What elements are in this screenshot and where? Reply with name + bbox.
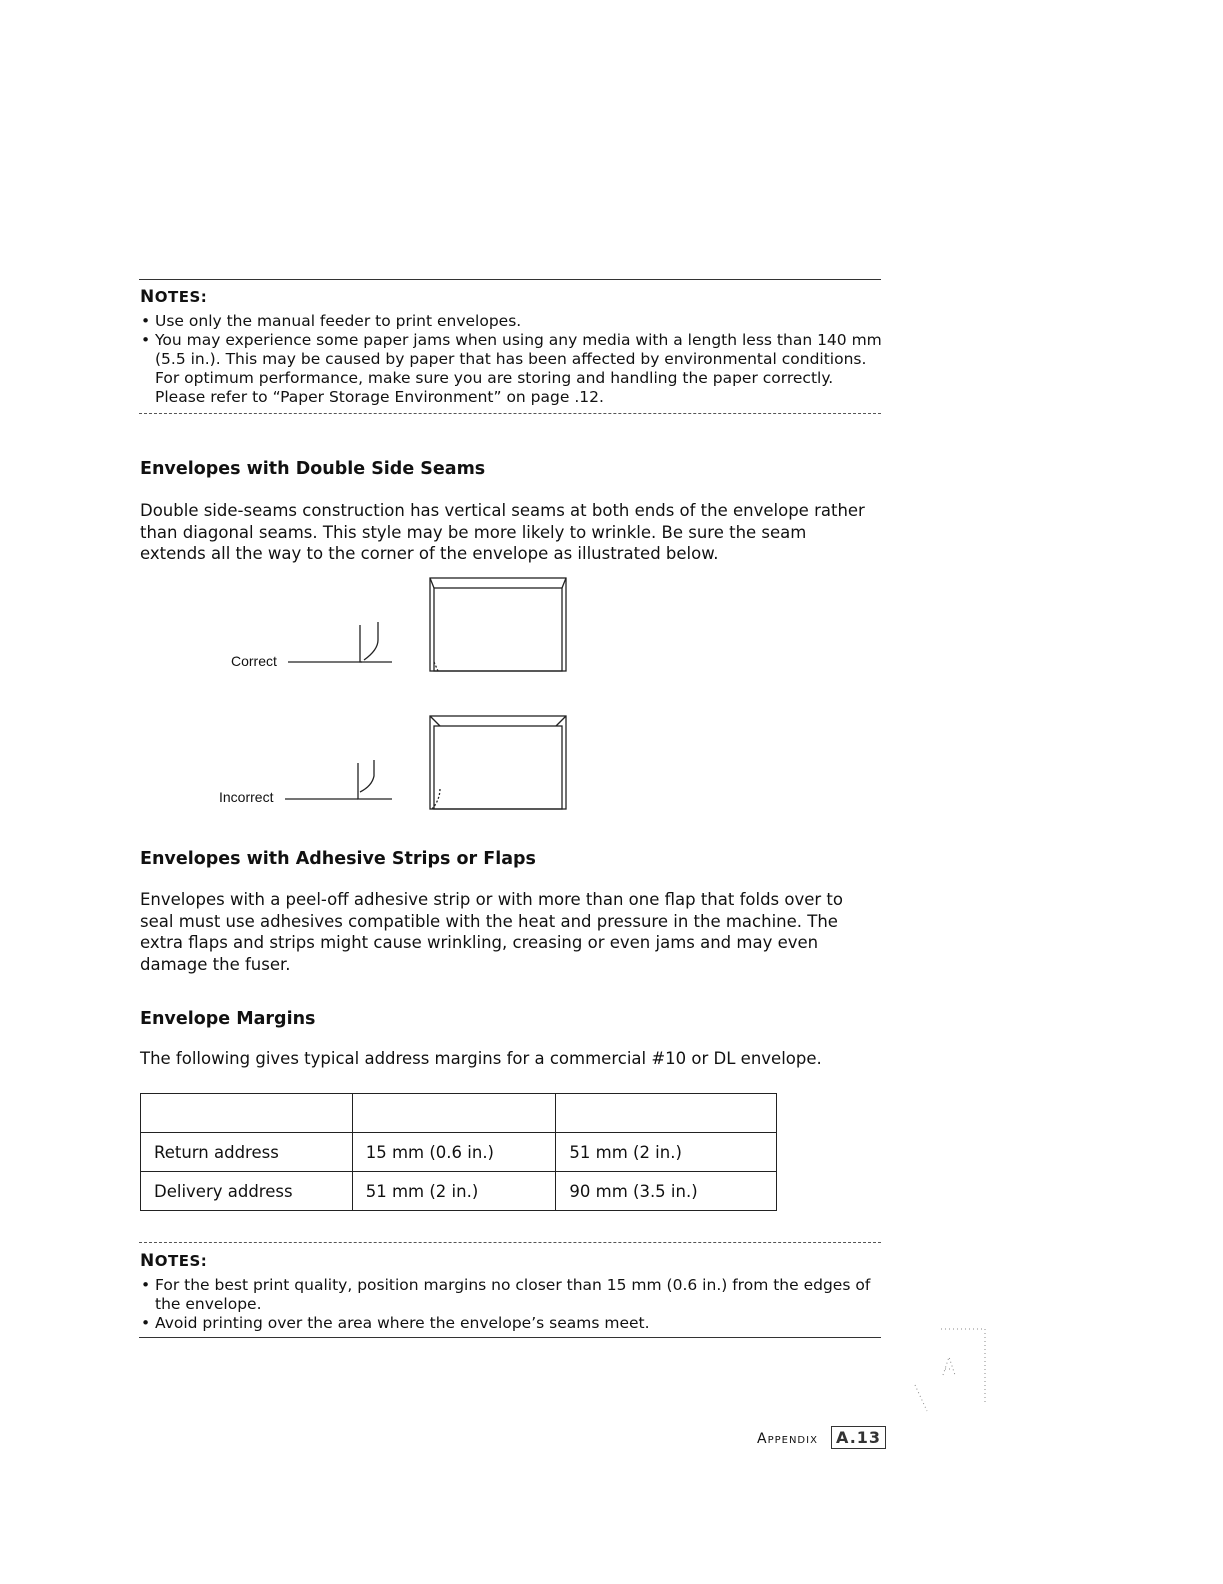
page-footer xyxy=(757,1426,886,1449)
footer-label: Appendix xyxy=(757,1431,818,1447)
diagram-incorrect-envelope xyxy=(280,708,580,823)
table-cell: Delivery address xyxy=(141,1172,353,1211)
margins-table xyxy=(140,1093,777,1211)
table-cell: 15 mm (0.6 in.) xyxy=(352,1133,556,1172)
section-heading-adhesive: Envelopes with Adhesive Strips or Flaps xyxy=(140,849,536,869)
table-row xyxy=(141,1133,777,1172)
page-number: A.13 xyxy=(831,1426,886,1449)
table-header-cell xyxy=(352,1094,556,1133)
section-body-margins: The following gives typical address margins for a commercial #10 or DL envelope. xyxy=(140,1049,822,1068)
table-cell: Return address xyxy=(141,1133,353,1172)
section-heading-margins: Envelope Margins xyxy=(140,1009,316,1029)
diagram-correct-envelope xyxy=(280,570,580,680)
table-header-row xyxy=(141,1094,777,1133)
notes-bottom-rule-lower xyxy=(139,1337,881,1338)
diagram-label-correct: Correct xyxy=(231,653,277,669)
notes-bottom-list xyxy=(139,1276,879,1333)
notes-top-rule-upper xyxy=(139,279,881,280)
note-item: • You may experience some paper jams when using any media with a length less than 140 mm (5.5 in.). This may be caused by paper that has been affected by environmental conditions. For optimum performance, make sure you are storing and handling the paper correctly. Please refer to “Paper Storage Environment” on page .12. xyxy=(139,331,884,407)
table-header-cell xyxy=(141,1094,353,1133)
section-body-adhesive: Envelopes with a peel-off adhesive strip or with more than one flap that folds over to seal must use adhesives compatible with the heat and pressure in the machine. The extra flaps and strips might cause wrinkling, creasing or even jams and may even damage the fuser. xyxy=(140,890,843,974)
note-item: • For the best print quality, position margins no closer than 15 mm (0.6 in.) from the edges of the envelope. xyxy=(139,1276,879,1314)
table-cell: 51 mm (2 in.) xyxy=(352,1172,556,1211)
notes-top-rule-lower xyxy=(139,413,881,414)
section-body-double-seams: Double side-seams construction has vertical seams at both ends of the envelope rather than diagonal seams. This style may be more likely to wrinkle. Be sure the seam extends all the way to the corner of the envelope as illustrated below. xyxy=(140,501,865,563)
notes-top-list xyxy=(139,312,884,407)
notes-top-title: NOTES: xyxy=(140,287,208,307)
note-item: • Use only the manual feeder to print envelopes. xyxy=(139,312,884,331)
table-cell: 51 mm (2 in.) xyxy=(556,1133,777,1172)
margin-smudge-mark xyxy=(905,1325,995,1420)
table-cell: 90 mm (3.5 in.) xyxy=(556,1172,777,1211)
diagram-label-incorrect: Incorrect xyxy=(219,789,274,805)
table-header-cell xyxy=(556,1094,777,1133)
table-row xyxy=(141,1172,777,1211)
notes-bottom-title: NOTES: xyxy=(140,1251,208,1271)
section-heading-double-seams: Envelopes with Double Side Seams xyxy=(140,459,486,479)
notes-bottom-rule-upper xyxy=(139,1242,881,1243)
note-item: • Avoid printing over the area where the envelope’s seams meet. xyxy=(139,1314,879,1333)
